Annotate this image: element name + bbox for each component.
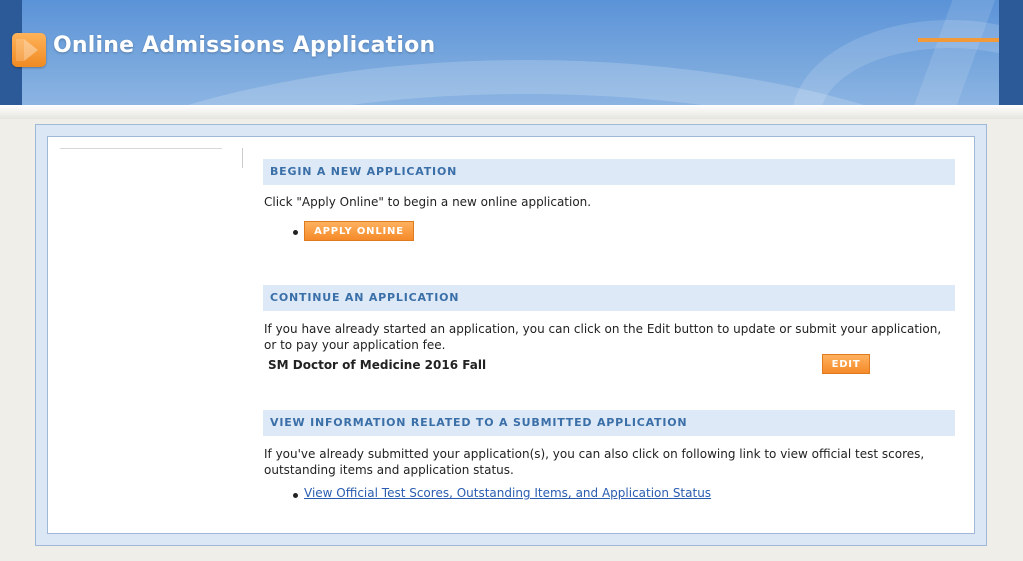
application-name: SM Doctor of Medicine 2016 Fall [268, 358, 487, 372]
section-heading-continue: CONTINUE AN APPLICATION [263, 285, 955, 311]
section-description-view-1: If you've already submitted your application(s), you can also click on following link to view official test scores, [264, 447, 925, 461]
section-heading-new: BEGIN A NEW APPLICATION [263, 159, 955, 185]
sidebar-divider [60, 148, 222, 149]
edit-button[interactable]: EDIT [822, 354, 870, 374]
view-status-link[interactable]: View Official Test Scores, Outstanding Items, and Application Status [304, 486, 712, 500]
header-band [0, 105, 1023, 119]
list-bullet [293, 230, 298, 235]
content-panel [47, 136, 975, 534]
page-title: Online Admissions Application [53, 33, 436, 58]
section-heading-view: VIEW INFORMATION RELATED TO A SUBMITTED APPLICATION [263, 410, 955, 436]
section-description-view-2: outstanding items and application status. [264, 463, 514, 477]
banner-right-edge [999, 0, 1023, 105]
section-description-continue-1: If you have already started an application, you can click on the Edit button to update or submit your application, [264, 322, 942, 336]
content-frame [35, 124, 987, 546]
section-description-continue-2: or to pay your application fee. [264, 338, 446, 352]
apply-online-button[interactable]: APPLY ONLINE [304, 221, 414, 241]
column-divider [242, 148, 243, 168]
accent-bar [918, 38, 999, 42]
header-banner [0, 0, 1023, 105]
section-description-new: Click "Apply Online" to begin a new online application. [264, 195, 592, 209]
orange-arrow-icon [12, 33, 46, 67]
list-bullet [293, 493, 298, 498]
